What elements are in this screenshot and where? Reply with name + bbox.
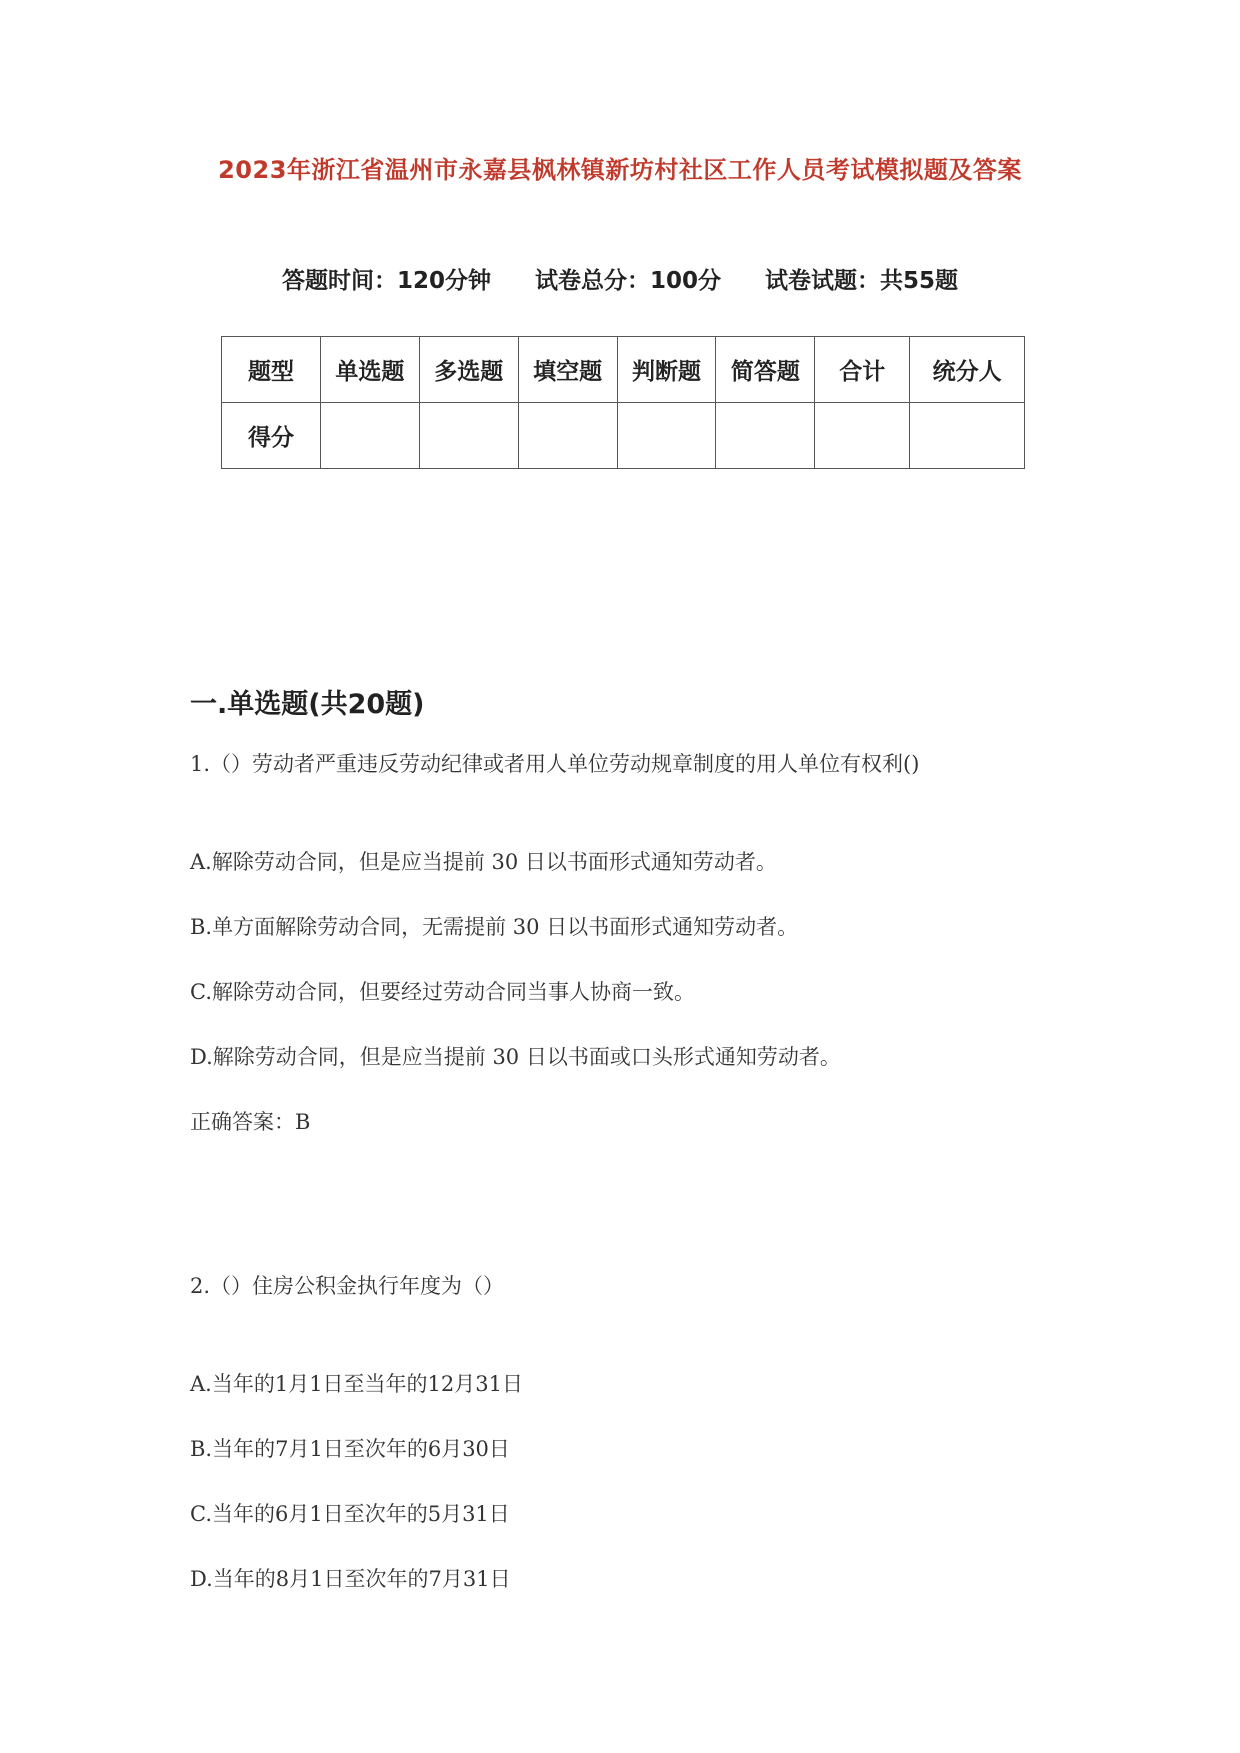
score-table-header: 填空题 bbox=[518, 337, 617, 403]
score-table-header: 单选题 bbox=[320, 337, 419, 403]
score-cell bbox=[815, 403, 910, 469]
question-1-stem: 1.（）劳动者严重违反劳动纪律或者用人单位劳动规章制度的用人单位有权利() bbox=[190, 752, 920, 776]
score-cell bbox=[910, 403, 1025, 469]
document-title: 2023年浙江省温州市永嘉县枫林镇新坊村社区工作人员考试模拟题及答案 bbox=[218, 156, 1022, 184]
question-1-option-c: C.解除劳动合同，但要经过劳动合同当事人协商一致。 bbox=[190, 980, 695, 1004]
score-cell bbox=[617, 403, 716, 469]
score-table-header: 统分人 bbox=[910, 337, 1025, 403]
question-2-option-c: C.当年的6月1日至次年的5月31日 bbox=[190, 1502, 510, 1526]
score-cell bbox=[518, 403, 617, 469]
question-1-option-a: A.解除劳动合同，但是应当提前 30 日以书面形式通知劳动者。 bbox=[190, 850, 777, 874]
exam-total-score: 试卷总分：100分 bbox=[534, 268, 721, 294]
question-2-option-b: B.当年的7月1日至次年的6月30日 bbox=[190, 1437, 510, 1461]
question-2-stem: 2.（）住房公积金执行年度为（） bbox=[190, 1274, 505, 1298]
exam-meta bbox=[0, 262, 1240, 295]
score-table-header: 多选题 bbox=[419, 337, 518, 403]
question-1-answer: 正确答案：B bbox=[190, 1110, 311, 1134]
section-title: 一.单选题(共20题) bbox=[190, 689, 425, 720]
question-2-option-d: D.当年的8月1日至次年的7月31日 bbox=[190, 1567, 511, 1591]
score-cell bbox=[320, 403, 419, 469]
question-1-option-d: D.解除劳动合同，但是应当提前 30 日以书面或口头形式通知劳动者。 bbox=[190, 1045, 841, 1069]
score-table-header-row bbox=[222, 337, 1025, 403]
score-table-score-row bbox=[222, 403, 1025, 469]
score-cell bbox=[716, 403, 815, 469]
score-table-header: 简答题 bbox=[716, 337, 815, 403]
question-2-option-a: A.当年的1月1日至当年的12月31日 bbox=[190, 1372, 524, 1396]
question-1-option-b: B.单方面解除劳动合同，无需提前 30 日以书面形式通知劳动者。 bbox=[190, 915, 799, 939]
exam-question-count: 试卷试题：共55题 bbox=[765, 268, 959, 294]
score-table-header: 判断题 bbox=[617, 337, 716, 403]
score-table-header: 合计 bbox=[815, 337, 910, 403]
exam-time: 答题时间：120分钟 bbox=[281, 268, 491, 294]
score-table bbox=[221, 336, 1025, 469]
score-table-header: 题型 bbox=[222, 337, 321, 403]
score-row-label: 得分 bbox=[222, 403, 321, 469]
score-cell bbox=[419, 403, 518, 469]
